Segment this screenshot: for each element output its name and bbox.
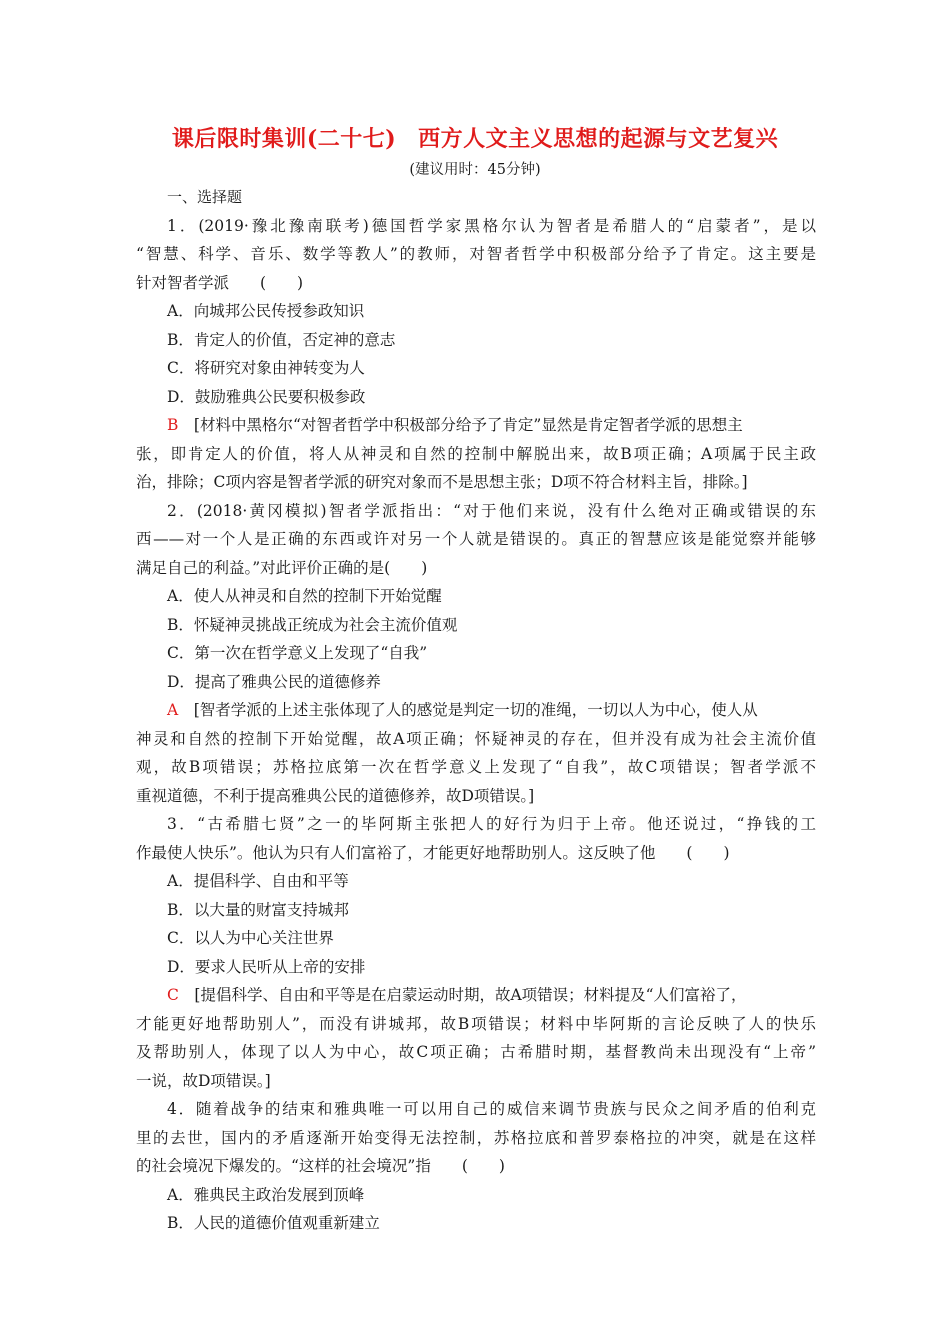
option-d: D．鼓励雅典公民要积极参政 bbox=[167, 387, 366, 406]
answer-letter: B bbox=[167, 416, 179, 434]
question-stem-line: 针对智者学派 ( ) bbox=[136, 273, 304, 292]
question-stem-line: 1．(2019·豫北豫南联考)德国哲学家黑格尔认为智者是希腊人的“启蒙者”，是以 bbox=[167, 216, 816, 235]
option-c: C．以人为中心关注世界 bbox=[167, 929, 334, 947]
option-b: B．怀疑神灵挑战正统成为社会主流价值观 bbox=[167, 615, 458, 634]
option-a: A．使人从神灵和自然的控制下开始觉醒 bbox=[167, 587, 442, 605]
question-1 bbox=[136, 212, 816, 497]
question-4 bbox=[136, 1095, 816, 1238]
option-a: A．向城邦公民传授参政知识 bbox=[167, 302, 365, 320]
option-a: A．雅典民主政治发展到顶峰 bbox=[167, 1185, 365, 1204]
explanation-line: 张，即肯定人的价值，将人从神灵和自然的控制中解脱出来，故B项正确；A项属于民主政 bbox=[136, 444, 816, 463]
option-c: C．将研究对象由神转变为人 bbox=[167, 359, 365, 377]
question-stem-line: 里的去世，国内的矛盾逐渐开始变得无法控制，苏格拉底和普罗泰格拉的冲突，就是在这样 bbox=[136, 1128, 816, 1147]
question-stem-line: 的社会境况下爆发的。“这样的社会境况”指 ( ) bbox=[136, 1157, 505, 1175]
explanation-line: 及帮助别人，体现了以人为中心，故C项正确；古希腊时期，基督教尚未出现没有“上帝” bbox=[136, 1043, 816, 1061]
explanation-line: 神灵和自然的控制下开始觉醒，故A项正确；怀疑神灵的存在，但并没有成为社会主流价值 bbox=[136, 729, 816, 748]
section-heading: 一、选择题 bbox=[167, 188, 243, 206]
question-stem-line: 3．“古希腊七贤”之一的毕阿斯主张把人的好行为归于上帝。他还说过，“挣钱的工 bbox=[167, 815, 816, 833]
option-d: D．提高了雅典公民的道德修养 bbox=[167, 672, 381, 691]
explanation-line: 一说，故D项错误。] bbox=[136, 1071, 271, 1090]
option-d: D．要求人民听从上帝的安排 bbox=[167, 957, 366, 976]
explanation-line: 才能更好地帮助别人”，而没有讲城邦，故B项错误；材料中毕阿斯的言论反映了人的快乐 bbox=[136, 1014, 816, 1033]
explanation-text: [智者学派的上述主张体现了人的感觉是判定一切的准绳，一切以人为中心，使人从 bbox=[193, 701, 758, 719]
question-stem-line: 作最使人快乐”。他认为只有人们富裕了，才能更好地帮助别人。这反映了他 ( ) bbox=[136, 843, 730, 862]
explanation-text: [提倡科学、自由和平等是在启蒙运动时期，故A项错误；材料提及“人们富裕了， bbox=[194, 986, 747, 1004]
suggested-time: (建议用时：45分钟) bbox=[409, 162, 541, 178]
answer-explanation-line bbox=[136, 411, 816, 440]
explanation-line: 观，故B项错误；苏格拉底第一次在哲学意义上发现了“自我”，故C项错误；智者学派不 bbox=[136, 758, 816, 776]
title-series: 课后限时集训(二十七) bbox=[171, 126, 397, 152]
option-a: A．提倡科学、自由和平等 bbox=[167, 872, 349, 890]
question-2 bbox=[136, 497, 816, 811]
explanation-line: 重视道德，不利于提高雅典公民的道德修养，故D项错误。] bbox=[136, 786, 535, 805]
answer-letter: C bbox=[167, 986, 179, 1004]
option-c: C．第一次在哲学意义上发现了“自我” bbox=[167, 644, 428, 662]
option-b: B．人民的道德价值观重新建立 bbox=[167, 1214, 380, 1232]
option-b: B．以大量的财富支持城邦 bbox=[167, 900, 349, 919]
answer-explanation-line bbox=[136, 981, 816, 1010]
question-stem-line: 满足自己的利益。”对此评价正确的是( ) bbox=[136, 558, 428, 577]
question-stem-line: “智慧、科学、音乐、数学等教人”的教师，对智者哲学中积极部分给予了肯定。这主要是 bbox=[136, 245, 816, 263]
title-topic: 西方人文主义思想的起源与文艺复兴 bbox=[418, 126, 779, 152]
answer-explanation-line bbox=[136, 696, 816, 725]
answer-letter: A bbox=[167, 701, 179, 719]
question-stem-line: 2．(2018·黄冈模拟)智者学派指出：“对于他们来说，没有什么绝对正确或错误的东 bbox=[167, 501, 816, 520]
option-b: B．肯定人的价值，否定神的意志 bbox=[167, 330, 396, 349]
question-stem-line: 4．随着战争的结束和雅典唯一可以用自己的威信来调节贵族与民众之间矛盾的伯利克 bbox=[167, 1100, 816, 1118]
explanation-line: 治，排除；C项内容是智者学派的研究对象而不是思想主张；D项不符合材料主旨，排除。] bbox=[136, 473, 748, 491]
question-content bbox=[136, 183, 816, 1238]
explanation-text: [材料中黑格尔“对智者哲学中积极部分给予了肯定”显然是肯定智者学派的思想主 bbox=[193, 416, 743, 434]
page-title bbox=[0, 122, 950, 153]
question-3 bbox=[136, 810, 816, 1095]
question-stem-line: 西——对一个人是正确的东西或许对另一个人就是错误的。真正的智慧应该是能觉察并能够 bbox=[136, 530, 816, 548]
